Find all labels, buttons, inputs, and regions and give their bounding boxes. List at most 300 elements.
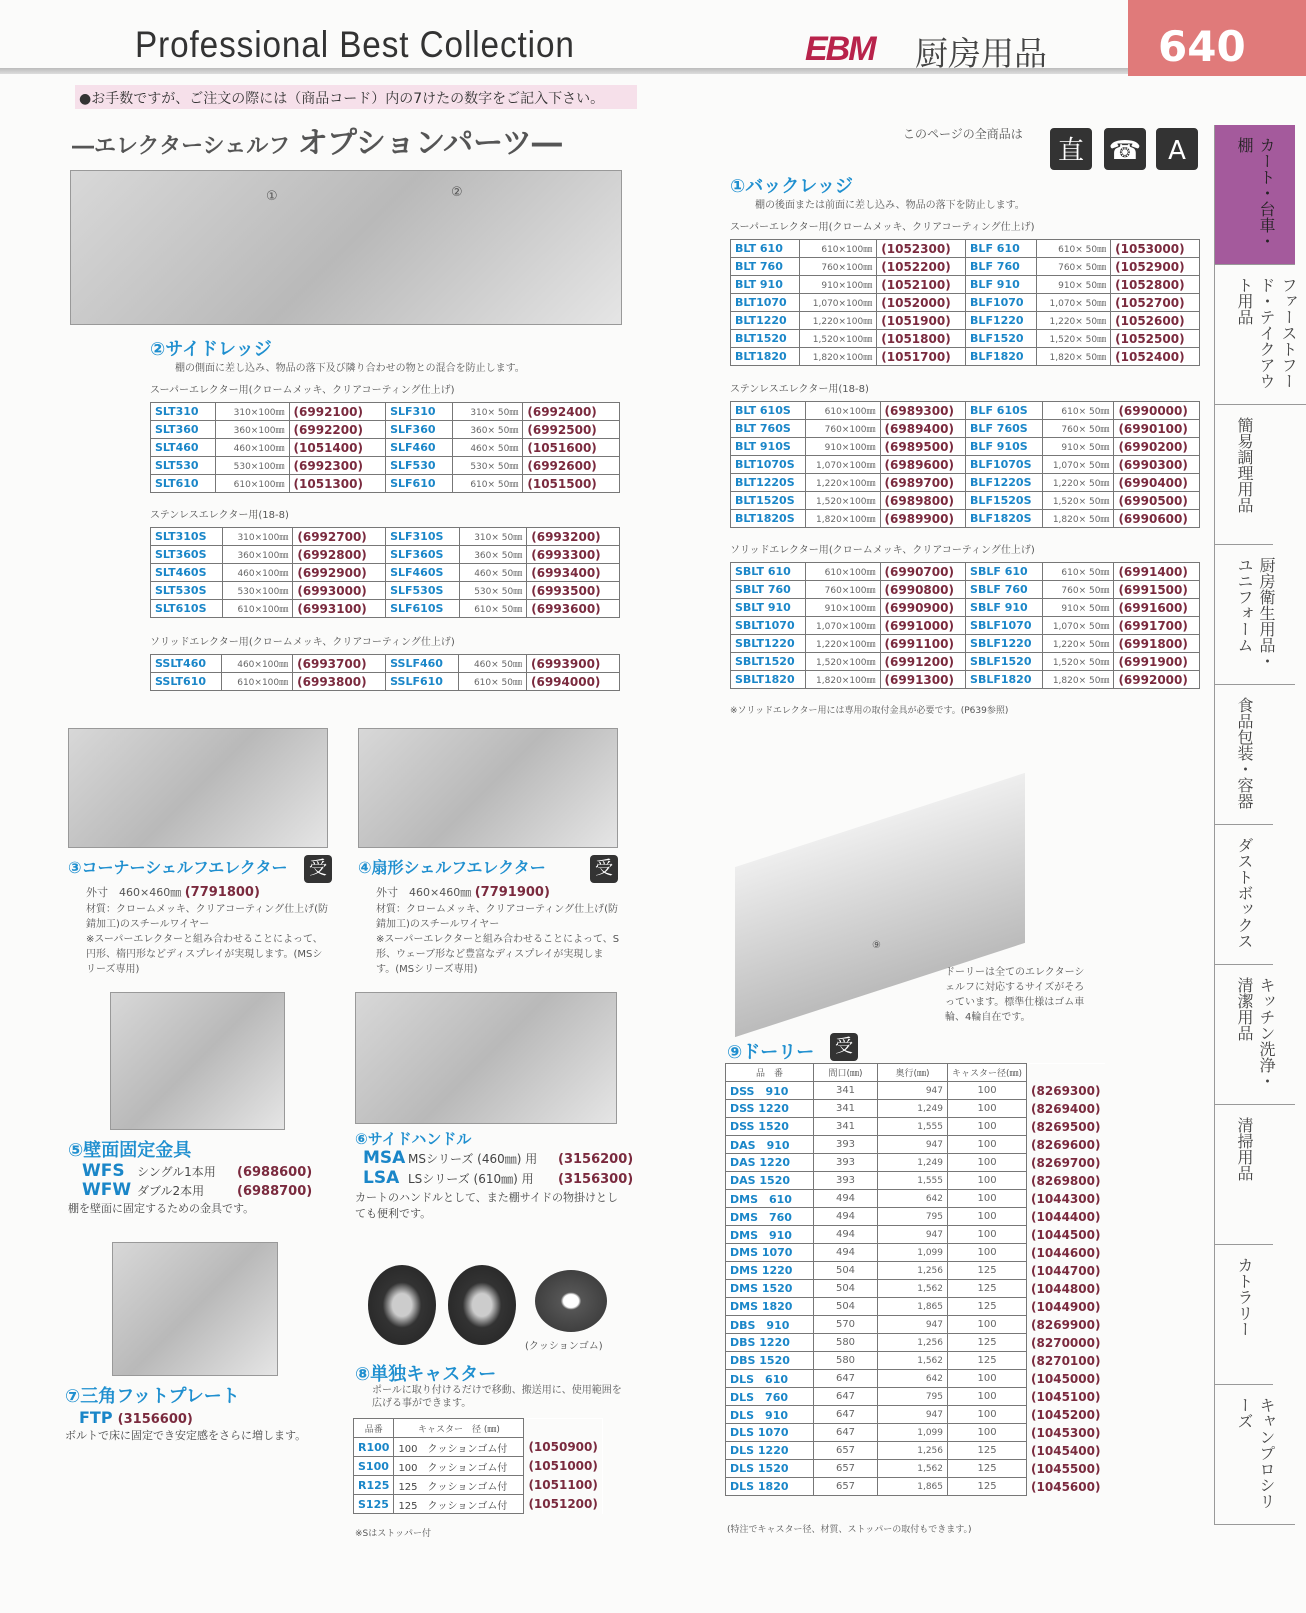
order-notice: ●お手数ですが、ご注文の際には（商品コード）内の7けたの数字をご記入下さい。 xyxy=(75,85,637,109)
cell-size: 1,220×100㎜ xyxy=(799,312,877,330)
cell-code: (1052800) xyxy=(1111,276,1200,294)
cell-size: 460×100㎜ xyxy=(215,439,289,457)
cell-size: 310× 50㎜ xyxy=(459,528,526,546)
cell-model: BLF 610S xyxy=(966,402,1043,420)
table-row xyxy=(731,653,1200,671)
cell-model: DLS 1070 xyxy=(726,1424,814,1442)
cell-model: DMS 1520 xyxy=(726,1280,814,1298)
cell-size: 610× 50㎜ xyxy=(1042,402,1114,420)
cell-caster: 100 xyxy=(948,1190,1027,1208)
cell-code: (6990100) xyxy=(1114,420,1200,438)
side-tab-9[interactable]: カトラリー xyxy=(1214,1245,1273,1385)
cell-model: DBS 910 xyxy=(726,1316,814,1334)
cell-model: DLS 1220 xyxy=(726,1442,814,1460)
table-row xyxy=(151,673,620,691)
fan-material: 材質：クロームメッキ、クリアコーティング仕上げ(防錆加工)のスチールワイヤー xyxy=(376,904,619,930)
cell-caster: 125 xyxy=(948,1352,1027,1370)
cell-spec: 125 クッションゴム付 xyxy=(394,1476,524,1495)
table-row xyxy=(731,492,1200,510)
cell-model: SLF310 xyxy=(386,403,453,421)
cell-size: 1,070×100㎜ xyxy=(805,456,880,474)
cell-code: (1051700) xyxy=(877,348,966,366)
table-row xyxy=(726,1388,1105,1406)
cell-code: (6989700) xyxy=(880,474,966,492)
cell-depth: 795 xyxy=(878,1388,948,1406)
group-title-text: ソリッドエレクター用 xyxy=(730,545,829,556)
cell-width: 657 xyxy=(814,1442,878,1460)
cell-size: 460×100㎜ xyxy=(222,564,293,582)
cell-size: 1,220×100㎜ xyxy=(805,474,880,492)
cell-depth: 1,256 xyxy=(878,1442,948,1460)
table-row xyxy=(151,655,620,673)
cell-size: 530× 50㎜ xyxy=(453,457,523,475)
cell-depth: 947 xyxy=(878,1316,948,1334)
cell-width: 647 xyxy=(814,1406,878,1424)
cell-depth: 1,099 xyxy=(878,1244,948,1262)
cell-model: BLF1520 xyxy=(966,330,1037,348)
cell-model: DBS 1220 xyxy=(726,1334,814,1352)
cell-caster: 100 xyxy=(948,1244,1027,1262)
foot-plate-block xyxy=(65,1382,345,1443)
cell-caster: 100 xyxy=(948,1424,1027,1442)
cell-spec: 100 クッションゴム付 xyxy=(394,1457,524,1476)
table-row xyxy=(731,617,1200,635)
cell-code: (6993500) xyxy=(527,582,620,600)
cell-model: BLT1820 xyxy=(731,348,800,366)
foot-model: FTP xyxy=(79,1408,113,1427)
cell-size: 1,820× 50㎜ xyxy=(1042,671,1114,689)
cell-code: (6992500) xyxy=(523,421,620,439)
cell-code: (1052300) xyxy=(877,240,966,258)
table-row xyxy=(731,348,1200,366)
cell-model: BLF1820 xyxy=(966,348,1037,366)
corner-shelf-block xyxy=(68,855,330,975)
cell-caster: 100 xyxy=(948,1388,1027,1406)
cell-size: 1,220× 50㎜ xyxy=(1042,635,1114,653)
side-tab-8[interactable]: 清掃用品 xyxy=(1214,1105,1273,1245)
table-row xyxy=(726,1442,1105,1460)
cell-code: (6990500) xyxy=(1114,492,1200,510)
cell-size: 530× 50㎜ xyxy=(459,582,526,600)
back_ledge-group-title xyxy=(730,377,869,396)
table-row xyxy=(151,582,620,600)
table-row xyxy=(726,1298,1105,1316)
cell-code: (6989600) xyxy=(880,456,966,474)
cell-code: (6992600) xyxy=(523,457,620,475)
cell-code: (6991600) xyxy=(1114,599,1200,617)
cell-model: SSLT610 xyxy=(151,673,222,691)
cell-code: (8269400) xyxy=(1027,1100,1105,1118)
cell-size: 530×100㎜ xyxy=(222,582,293,600)
cell-code: (6991000) xyxy=(880,617,966,635)
group-title-text: ソリッドエレクター用 xyxy=(150,637,249,648)
table-row xyxy=(731,402,1200,420)
table-row xyxy=(731,599,1200,617)
cell-caster: 125 xyxy=(948,1280,1027,1298)
table-row xyxy=(731,456,1200,474)
cell-size: 610×100㎜ xyxy=(805,402,880,420)
cell-model: SSLF460 xyxy=(386,655,459,673)
spacer xyxy=(1027,1064,1105,1082)
table-row xyxy=(726,1136,1105,1154)
handle-desc-1: MSシリーズ (460㎜) 用 xyxy=(408,1152,538,1166)
cell-code: (6989900) xyxy=(880,510,966,528)
cell-model: SLT460S xyxy=(151,564,223,582)
cell-code: (1051900) xyxy=(877,312,966,330)
caster-table xyxy=(353,1418,603,1514)
table-row xyxy=(151,403,620,421)
photo-label-1: ① xyxy=(266,189,278,204)
cell-width: 393 xyxy=(814,1136,878,1154)
cell-code: (1045400) xyxy=(1027,1442,1105,1460)
cell-code: (1052100) xyxy=(877,276,966,294)
cell-code: (6993800) xyxy=(293,673,386,691)
cell-code: (1051200) xyxy=(524,1495,602,1514)
side-handle-title: ⑥サイドハンドル xyxy=(355,1130,472,1148)
cell-model: SSLT460 xyxy=(151,655,222,673)
cell-model: DMS 760 xyxy=(726,1208,814,1226)
dolly-title: ⑨ドーリー xyxy=(727,1042,815,1063)
cell-size: 360× 50㎜ xyxy=(459,546,526,564)
cell-width: 341 xyxy=(814,1118,878,1136)
corner-material: 材質：クロームメッキ、クリアコーティング仕上げ(防錆加工)のスチールワイヤー xyxy=(86,904,329,930)
cell-width: 341 xyxy=(814,1100,878,1118)
direct-ship-icon: 直 xyxy=(1050,128,1092,170)
cell-model: BLT1520 xyxy=(731,330,800,348)
dolly-photo-label: ⑨ xyxy=(872,940,881,951)
back-ledge-desc: 棚の後面または前面に差し込み、物品の落下を防止します。 xyxy=(755,200,1025,211)
cell-width: 647 xyxy=(814,1388,878,1406)
side-tab-1[interactable]: カート・台車・棚 xyxy=(1214,125,1295,265)
wall-note: 棚を壁面に固定するための金具です。 xyxy=(68,1202,255,1215)
cell-caster: 125 xyxy=(948,1334,1027,1352)
cell-code: (1045100) xyxy=(1027,1388,1105,1406)
table-row xyxy=(726,1244,1105,1262)
side-handle-block xyxy=(355,1128,655,1221)
cell-code: (8269600) xyxy=(1027,1136,1105,1154)
cell-width: 647 xyxy=(814,1370,878,1388)
side-tab-6[interactable]: ダストボックス xyxy=(1214,825,1273,965)
cell-model: R125 xyxy=(354,1476,394,1495)
cell-code: (6991500) xyxy=(1114,581,1200,599)
corner-shelf-photo xyxy=(68,728,328,848)
cell-code: (1051300) xyxy=(289,475,386,493)
cell-model: SBLF1220 xyxy=(966,635,1043,653)
table-row xyxy=(731,330,1200,348)
cell-code: (1052600) xyxy=(1111,312,1200,330)
cell-code: (6992100) xyxy=(289,403,386,421)
cell-model: BLF 610 xyxy=(966,240,1037,258)
wall-desc-2: ダブル2本用 xyxy=(137,1184,205,1198)
cell-model: SBLF1520 xyxy=(966,653,1043,671)
cell-model: DMS 910 xyxy=(726,1226,814,1244)
cell-model: BLT1220 xyxy=(731,312,800,330)
cell-model: BLT 610 xyxy=(731,240,800,258)
table-row xyxy=(731,312,1200,330)
side-tab-5[interactable]: 食品包装・容器 xyxy=(1214,685,1273,825)
cell-size: 1,520×100㎜ xyxy=(805,653,880,671)
cell-code: (1045300) xyxy=(1027,1424,1105,1442)
cell-width: 647 xyxy=(814,1424,878,1442)
side-category-tabs xyxy=(1214,125,1306,1525)
cell-size: 910×100㎜ xyxy=(799,276,877,294)
cell-size: 1,070× 50㎜ xyxy=(1036,294,1110,312)
side-tab-4[interactable]: 厨房衛生用品・ユニフォーム xyxy=(1214,545,1295,685)
group-title-note: (クロームメッキ、クリアコーティング仕上げ) xyxy=(828,545,1035,556)
table-row xyxy=(151,546,620,564)
cell-model: R100 xyxy=(354,1438,394,1457)
table-row xyxy=(731,258,1200,276)
back-ledge-title: ①バックレッジ xyxy=(730,176,854,197)
cell-model: SLT610 xyxy=(151,475,216,493)
cell-size: 1,820×100㎜ xyxy=(799,348,877,366)
header-cell: 奥行(㎜) xyxy=(878,1064,948,1082)
cell-size: 760× 50㎜ xyxy=(1036,258,1110,276)
table-row xyxy=(726,1334,1105,1352)
cell-depth: 947 xyxy=(878,1082,948,1100)
caster-title: ⑧単独キャスター xyxy=(355,1364,497,1385)
cell-width: 393 xyxy=(814,1154,878,1172)
cell-size: 910× 50㎜ xyxy=(1036,276,1110,294)
cell-caster: 100 xyxy=(948,1136,1027,1154)
cell-code: (1052700) xyxy=(1111,294,1200,312)
cell-size: 310× 50㎜ xyxy=(453,403,523,421)
cell-code: (1051100) xyxy=(524,1476,602,1495)
cell-code: (6990700) xyxy=(880,563,966,581)
cell-spec: 100 クッションゴム付 xyxy=(394,1438,524,1457)
cell-code: (1050900) xyxy=(524,1438,602,1457)
cell-size: 1,520× 50㎜ xyxy=(1042,653,1114,671)
cell-size: 1,820×100㎜ xyxy=(805,671,880,689)
table-row xyxy=(726,1352,1105,1370)
cell-size: 910×100㎜ xyxy=(805,438,880,456)
table-row xyxy=(726,1370,1105,1388)
cell-caster: 100 xyxy=(948,1370,1027,1388)
cell-code: (1045600) xyxy=(1027,1478,1105,1496)
table-row xyxy=(726,1226,1105,1244)
cell-depth: 1,865 xyxy=(878,1298,948,1316)
cell-size: 610× 50㎜ xyxy=(453,475,523,493)
handle-model-1: MSA xyxy=(363,1148,406,1168)
table-row xyxy=(354,1476,603,1495)
table-row xyxy=(151,421,620,439)
corner-code: (7791800) xyxy=(184,885,260,900)
cell-size: 1,520× 50㎜ xyxy=(1036,330,1110,348)
cell-caster: 100 xyxy=(948,1172,1027,1190)
cell-model: S125 xyxy=(354,1495,394,1514)
header-cell: 品番 xyxy=(354,1419,394,1438)
cell-size: 760×100㎜ xyxy=(805,581,880,599)
group-title-text: スーパーエレクター用 xyxy=(150,385,249,396)
cell-size: 1,820× 50㎜ xyxy=(1036,348,1110,366)
cell-code: (1044600) xyxy=(1027,1244,1105,1262)
cell-size: 610×100㎜ xyxy=(222,600,293,618)
cell-code: (8269800) xyxy=(1027,1172,1105,1190)
cell-depth: 947 xyxy=(878,1226,948,1244)
cell-size: 360×100㎜ xyxy=(222,546,293,564)
cell-size: 610×100㎜ xyxy=(799,240,877,258)
cell-code: (6993700) xyxy=(293,655,386,673)
cell-code: (6992800) xyxy=(293,546,386,564)
handle-desc-2: LSシリーズ (610㎜) 用 xyxy=(408,1172,534,1186)
cell-caster: 125 xyxy=(948,1298,1027,1316)
cell-depth: 1,256 xyxy=(878,1334,948,1352)
table-row xyxy=(151,528,620,546)
cell-size: 760× 50㎜ xyxy=(1042,581,1114,599)
wall-desc-1: シングル1本用 xyxy=(137,1165,216,1179)
cell-model: BLT1070S xyxy=(731,456,806,474)
table-row xyxy=(151,475,620,493)
cell-code: (6993000) xyxy=(293,582,386,600)
cell-code: (6993100) xyxy=(293,600,386,618)
cell-code: (6994000) xyxy=(527,673,620,691)
cell-size: 1,220×100㎜ xyxy=(805,635,880,653)
cell-code: (8270100) xyxy=(1027,1352,1105,1370)
cell-code: (6990800) xyxy=(880,581,966,599)
cell-caster: 100 xyxy=(948,1226,1027,1244)
cell-model: BLF 760 xyxy=(966,258,1037,276)
cell-model: DLS 760 xyxy=(726,1388,814,1406)
phone-order-icon: ☎ xyxy=(1104,128,1146,170)
table-row xyxy=(731,635,1200,653)
cell-size: 610× 50㎜ xyxy=(459,673,527,691)
cell-size: 460× 50㎜ xyxy=(459,655,527,673)
cell-depth: 642 xyxy=(878,1190,948,1208)
cell-size: 610×100㎜ xyxy=(215,475,289,493)
cushion-rubber-photo xyxy=(535,1270,607,1332)
cell-code: (1044300) xyxy=(1027,1190,1105,1208)
table-row xyxy=(726,1154,1105,1172)
cell-code: (1052500) xyxy=(1111,330,1200,348)
table-row xyxy=(731,474,1200,492)
table-row xyxy=(726,1208,1105,1226)
cell-code: (1052900) xyxy=(1111,258,1200,276)
cell-model: SLT530 xyxy=(151,457,216,475)
cell-code: (1051500) xyxy=(523,475,620,493)
cell-code: (1044500) xyxy=(1027,1226,1105,1244)
cell-caster: 100 xyxy=(948,1154,1027,1172)
table-row xyxy=(726,1406,1105,1424)
cell-code: (1051000) xyxy=(524,1457,602,1476)
cell-code: (6993600) xyxy=(527,600,620,618)
cell-size: 760×100㎜ xyxy=(805,420,880,438)
table-row xyxy=(731,420,1200,438)
cell-size: 1,070× 50㎜ xyxy=(1042,456,1114,474)
cell-size: 1,520× 50㎜ xyxy=(1042,492,1114,510)
cell-model: SBLT1820 xyxy=(731,671,806,689)
cell-depth: 1,562 xyxy=(878,1352,948,1370)
cell-code: (1044800) xyxy=(1027,1280,1105,1298)
cell-model: DMS 1070 xyxy=(726,1244,814,1262)
side-tab-3[interactable]: 簡易調理用品 xyxy=(1214,405,1273,545)
header-cell: 間口(㎜) xyxy=(814,1064,878,1082)
cell-model: SLF460 xyxy=(386,439,453,457)
cell-code: (6992200) xyxy=(289,421,386,439)
cell-code: (1052400) xyxy=(1111,348,1200,366)
table-row xyxy=(731,510,1200,528)
cell-model: SLF530 xyxy=(386,457,453,475)
cell-model: SBLT1220 xyxy=(731,635,806,653)
section-title-main: オプションパーツ― xyxy=(297,126,562,161)
cell-caster: 125 xyxy=(948,1460,1027,1478)
table-row xyxy=(151,564,620,582)
page-number: 640 xyxy=(1128,0,1306,76)
fan-size: 外寸 460×460㎜ xyxy=(376,886,472,899)
cell-caster: 100 xyxy=(948,1100,1027,1118)
table-row xyxy=(151,457,620,475)
cell-depth: 1,249 xyxy=(878,1100,948,1118)
ledge-photo xyxy=(70,170,622,325)
cell-code: (6992400) xyxy=(523,403,620,421)
cell-model: SSLF610 xyxy=(386,673,459,691)
cell-caster: 100 xyxy=(948,1316,1027,1334)
cell-model: DLS 1520 xyxy=(726,1460,814,1478)
cell-code: (6991400) xyxy=(1114,563,1200,581)
order-badge-icon: 受 xyxy=(304,855,332,883)
table-row xyxy=(354,1438,603,1457)
cell-width: 494 xyxy=(814,1190,878,1208)
table-row xyxy=(726,1280,1105,1298)
cell-model: BLF 760S xyxy=(966,420,1043,438)
cell-code: (8269500) xyxy=(1027,1118,1105,1136)
cell-model: SLF310S xyxy=(386,528,460,546)
cell-code: (1051800) xyxy=(877,330,966,348)
cell-code: (8269700) xyxy=(1027,1154,1105,1172)
cell-code: (6993400) xyxy=(527,564,620,582)
cell-size: 1,070×100㎜ xyxy=(805,617,880,635)
cell-depth: 642 xyxy=(878,1370,948,1388)
cell-code: (8269900) xyxy=(1027,1316,1105,1334)
cell-model: BLF1070 xyxy=(966,294,1037,312)
table-row xyxy=(731,276,1200,294)
cell-caster: 100 xyxy=(948,1406,1027,1424)
side-tab-7[interactable]: キッチン洗浄・清潔用品 xyxy=(1214,965,1295,1105)
cell-model: DSS 1220 xyxy=(726,1100,814,1118)
dolly-desc: ドーリーは全てのエレクターシェルフに対応するサイズがそろっています。標準仕様はゴム車輪、4輪自在です。 xyxy=(945,967,1085,1023)
side_ledge-table xyxy=(150,527,620,618)
side-tab-10[interactable]: キャンプロシリーズ xyxy=(1214,1385,1295,1525)
corner-note: ※スーパーエレクターと組み合わせることによって、円形、楕円形などディスプレイが実現します。(MSシリーズ専用) xyxy=(86,934,323,975)
cell-model: DMS 1220 xyxy=(726,1262,814,1280)
cell-code: (6991900) xyxy=(1114,653,1200,671)
side-tab-2[interactable]: ファーストフード・テイクアウト用品 xyxy=(1214,265,1306,405)
cell-code: (6991100) xyxy=(880,635,966,653)
table-row xyxy=(731,438,1200,456)
cell-caster: 100 xyxy=(948,1082,1027,1100)
cell-depth: 947 xyxy=(878,1406,948,1424)
cell-size: 760× 50㎜ xyxy=(1042,420,1114,438)
cell-code: (1053000) xyxy=(1111,240,1200,258)
cushion-rubber-label: (クッションゴム) xyxy=(525,1341,603,1352)
corner-shelf-title: ③コーナーシェルフエレクター xyxy=(68,858,288,877)
cell-code: (1051400) xyxy=(289,439,386,457)
group-title-text: ステンレスエレクター用 xyxy=(730,384,839,395)
foot-plate-title: ⑦三角フットプレート xyxy=(65,1386,240,1407)
table-row xyxy=(726,1478,1105,1496)
cell-model: SBLT 760 xyxy=(731,581,806,599)
cell-size: 310×100㎜ xyxy=(222,528,293,546)
table-row xyxy=(726,1460,1105,1478)
cell-model: S100 xyxy=(354,1457,394,1476)
cell-model: SLF360S xyxy=(386,546,460,564)
cell-model: DAS 910 xyxy=(726,1136,814,1154)
cell-model: DAS 1520 xyxy=(726,1172,814,1190)
cell-size: 910×100㎜ xyxy=(805,599,880,617)
cell-model: SLT530S xyxy=(151,582,223,600)
cell-model: BLF1220 xyxy=(966,312,1037,330)
cell-code: (1051600) xyxy=(523,439,620,457)
cell-model: SLF610 xyxy=(386,475,453,493)
